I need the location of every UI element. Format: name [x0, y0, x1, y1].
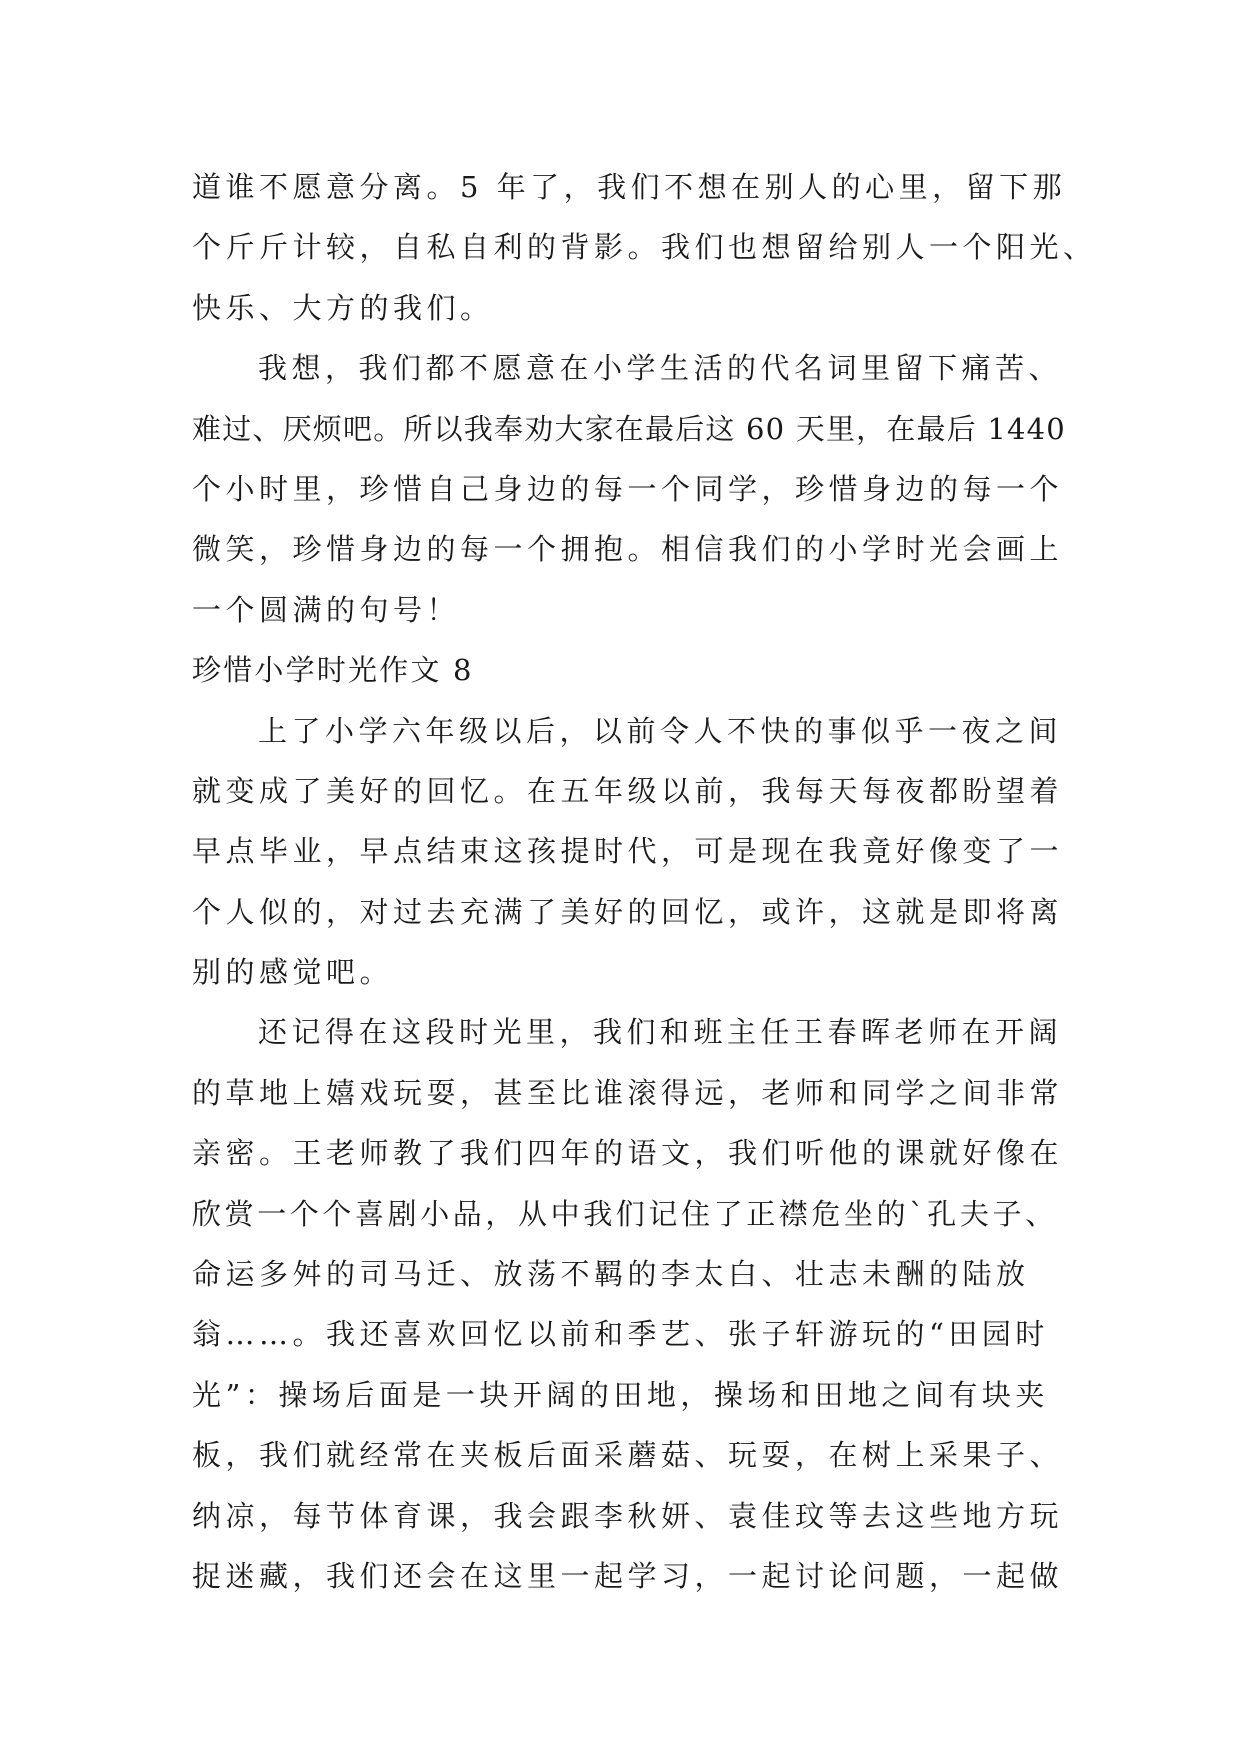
text-line: 难过、厌烦吧。所以我奉劝大家在最后这 60 天里，在最后 1440 — [192, 411, 1066, 446]
text-line: 板，我们就经常在夹板后面采蘑菇、玩耍，在树上采果子、 — [192, 1438, 1064, 1473]
text-line: 早点毕业，早点结束这孩提时代，可是现在我竟好像变了一 — [192, 834, 1064, 869]
text-line: 纳凉，每节体育课，我会跟李秋妍、袁佳玟等去这些地方玩 — [192, 1498, 1064, 1533]
paragraph-first-line: 还记得在这段时光里，我们和班主任王春晖老师在开阔 — [258, 1015, 1063, 1050]
text-line: 个人似的，对过去充满了美好的回忆，或许，这就是即将离 — [192, 894, 1064, 929]
text-line: 一个圆满的句号！ — [192, 592, 461, 627]
text-line: 欣赏一个个喜剧小品，从中我们记住了正襟危坐的`孔夫子、 — [192, 1196, 1058, 1231]
text-line: 就变成了美好的回忆。在五年级以前，我每天每夜都盼望着 — [192, 773, 1064, 808]
paragraph-first-line: 我想，我们都不愿意在小学生活的代名词里留下痛苦、 — [258, 351, 1063, 386]
text-line: 的草地上嬉戏玩耍，甚至比谁滚得远，老师和同学之间非常 — [192, 1075, 1064, 1110]
essay-text — [192, 157, 1097, 1606]
text-line: 个斤斤计较，自私自利的背影。我们也想留给别人一个阳光、 — [192, 230, 1097, 265]
text-line: 快乐、大方的我们。 — [192, 290, 494, 325]
paragraph-first-line: 上了小学六年级以后，以前令人不快的事似乎一夜之间 — [258, 713, 1063, 748]
text-line: 亲密。王老师教了我们四年的语文，我们听他的课就好像在 — [192, 1136, 1064, 1171]
text-line: 别的感觉吧。 — [192, 955, 394, 990]
text-line: 捉迷藏，我们还会在这里一起学习，一起讨论问题，一起做 — [192, 1558, 1064, 1593]
text-line: 光”：操场后面是一块开阔的田地，操场和田地之间有块夹 — [192, 1377, 1049, 1412]
text-line: 个小时里，珍惜自己身边的每一个同学，珍惜身边的每一个 — [192, 471, 1064, 506]
text-line: 命运多舛的司马迁、放荡不羁的李太白、壮志未酬的陆放 — [192, 1257, 1030, 1292]
section-heading: 珍惜小学时光作文 8 — [192, 653, 474, 688]
text-line: 微笑，珍惜身边的每一个拥抱。相信我们的小学时光会画上 — [192, 532, 1064, 567]
text-line: 翁……。我还喜欢回忆以前和季艺、张子轩游玩的“田园时 — [192, 1317, 1049, 1352]
text-line: 道谁不愿意分离。5 年了，我们不想在别人的心里，留下那 — [192, 170, 1067, 204]
